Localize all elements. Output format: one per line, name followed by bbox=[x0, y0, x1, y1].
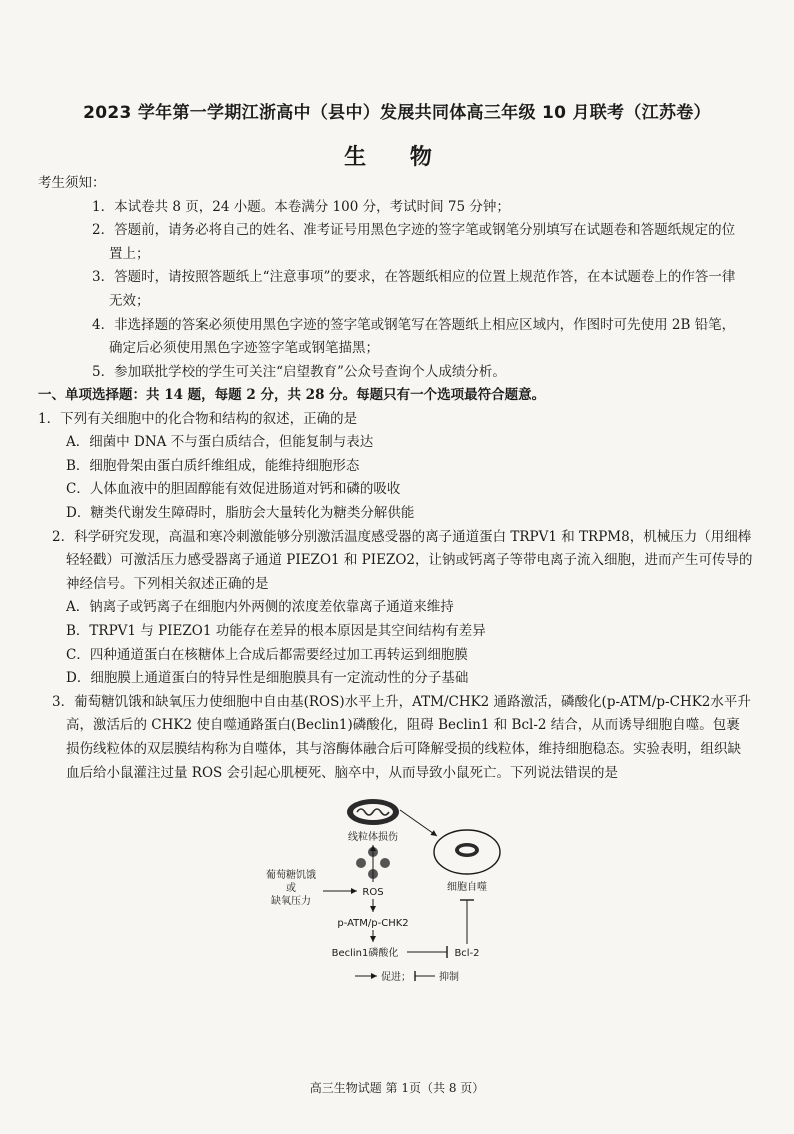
exam-title: 2023 学年第一学期江浙高中（县中）发展共同体高三年级 10 月联考（江苏卷） bbox=[83, 103, 711, 123]
notice-item-5: 5．参加联批学校的学生可关注“启望教育”公众号查询个人成绩分析。 bbox=[92, 363, 506, 380]
hypoxia-label: 缺氧压力 bbox=[271, 896, 311, 907]
legend-inhibit-label: 抑制 bbox=[439, 972, 459, 983]
notice-item-4: 4．非选择题的答案必须使用黑色字迹的签字笔或钢笔写在答题纸上相应区域内，作图时可先使用 2B 铅笔，确定后必须使用黑色字迹签字笔或钢笔描黑； bbox=[92, 316, 736, 357]
bcl2-label: Bcl-2 bbox=[454, 948, 480, 959]
section-single-choice bbox=[38, 384, 753, 785]
notice-item-2: 2．答题前，请务必将自己的姓名、准考证号用黑色字迹的签字笔或钢笔分别填写在试题卷和答题纸规定的位置上； bbox=[92, 222, 736, 262]
pathway-svg bbox=[255, 790, 525, 990]
mito-damage-label: 线粒体损伤 bbox=[348, 832, 398, 843]
question-1-option-d: D．糖类代谢发生障碍时，脂肪会大量转化为糖类分解供能 bbox=[66, 504, 415, 521]
notice-heading: 考生须知： bbox=[38, 175, 106, 191]
legend-promote-label: 促进； bbox=[381, 972, 411, 983]
autophagy-label: 细胞自噬 bbox=[447, 882, 487, 893]
question-3-stem: 3．葡萄糖饥饿和缺氧压力使细胞中自由基(ROS)水平上升，ATM/CHK2 通路激活，磷酸化(p-ATM/p-CHK2水平升高，激活后的 CHK2 使自噬通路蛋白(Beclin1)磷酸化，阻碍 Beclin1 和 Bcl-2 结合，从而诱导细胞自噬。包裹损伤线粒体的双层膜结构称为自噬体，其与溶酶体融合后可降解受损的线粒体，维持细胞稳态。实验表明，组织缺血后给小鼠灌注过量 ROS 会引起心肌梗死、脑卒中，从而导致小鼠死亡。下列说法错误的是 bbox=[52, 693, 751, 781]
question-2-option-b: B．TRPV1 与 PIEZO1 功能存在差异的根本原因是其空间结构有差异 bbox=[66, 622, 486, 639]
question-2-stem: 2．科学研究发现，高温和寒冷刺激能够分别激活温度感受器的离子通道蛋白 TRPV1 和 TRPM8，机械压力（用细棒轻轻戳）可激活压力感受器离子通道 PIEZO1 和 PIEZO2，让钠或钙离子等带电离子流入细胞，进而产生可传导的神经信号。下列相关叙述正确的是 bbox=[52, 528, 753, 592]
question-1-option-c: C．人体血液中的胆固醇能有效促进肠道对钙和磷的吸收 bbox=[66, 481, 401, 498]
section-heading: 一、单项选择题：共 14 题，每题 2 分，共 28 分。每题只有一个选项最符合题意。 bbox=[38, 387, 546, 403]
ros-label: ROS bbox=[362, 887, 384, 898]
arrow-mito-to-autophagy bbox=[400, 810, 437, 836]
question-1-option-b: B．细胞骨架由蛋白质纤维组成，能维持细胞形态 bbox=[66, 457, 360, 474]
question-2-option-a: A．钠离子或钙离子在细胞内外两侧的浓度差依靠离子通道来维持 bbox=[66, 599, 454, 616]
patm-label: p-ATM/p-CHK2 bbox=[337, 918, 409, 929]
autophagosome-icon bbox=[434, 830, 500, 874]
subject-title: 生 物 bbox=[344, 145, 450, 170]
question-2-option-c: C．四种通道蛋白在核糖体上合成后都需要经过加工再转运到细胞膜 bbox=[66, 646, 468, 663]
mitochondrion-icon bbox=[347, 799, 399, 825]
question-1-stem: 1．下列有关细胞中的化合物和结构的叙述，正确的是 bbox=[38, 410, 358, 427]
notice-item-1: 1．本试卷共 8 页，24 小题。本卷满分 100 分，考试时间 75 分钟； bbox=[92, 198, 510, 215]
or-label: 或 bbox=[286, 883, 296, 894]
page-footer: 高三生物试题 第 1页（共 8 页） bbox=[309, 1081, 485, 1095]
question-1-option-a: A．细菌中 DNA 不与蛋白质结合，但能复制与表达 bbox=[66, 434, 374, 451]
exam-notice bbox=[38, 172, 738, 384]
question-2-option-d: D．细胞膜上通道蛋白的特异性是细胞膜具有一定流动性的分子基础 bbox=[66, 670, 469, 687]
autophagy-pathway-diagram bbox=[255, 790, 525, 990]
beclin-label: Beclin1磷酸化 bbox=[331, 948, 399, 959]
notice-item-3: 3．答题时，请按照答题纸上“注意事项”的要求，在答题纸相应的位置上规范作答，在本试题卷上的作答一律无效； bbox=[92, 269, 736, 309]
glucose-starvation-label: 葡萄糖饥饿 bbox=[266, 870, 316, 881]
